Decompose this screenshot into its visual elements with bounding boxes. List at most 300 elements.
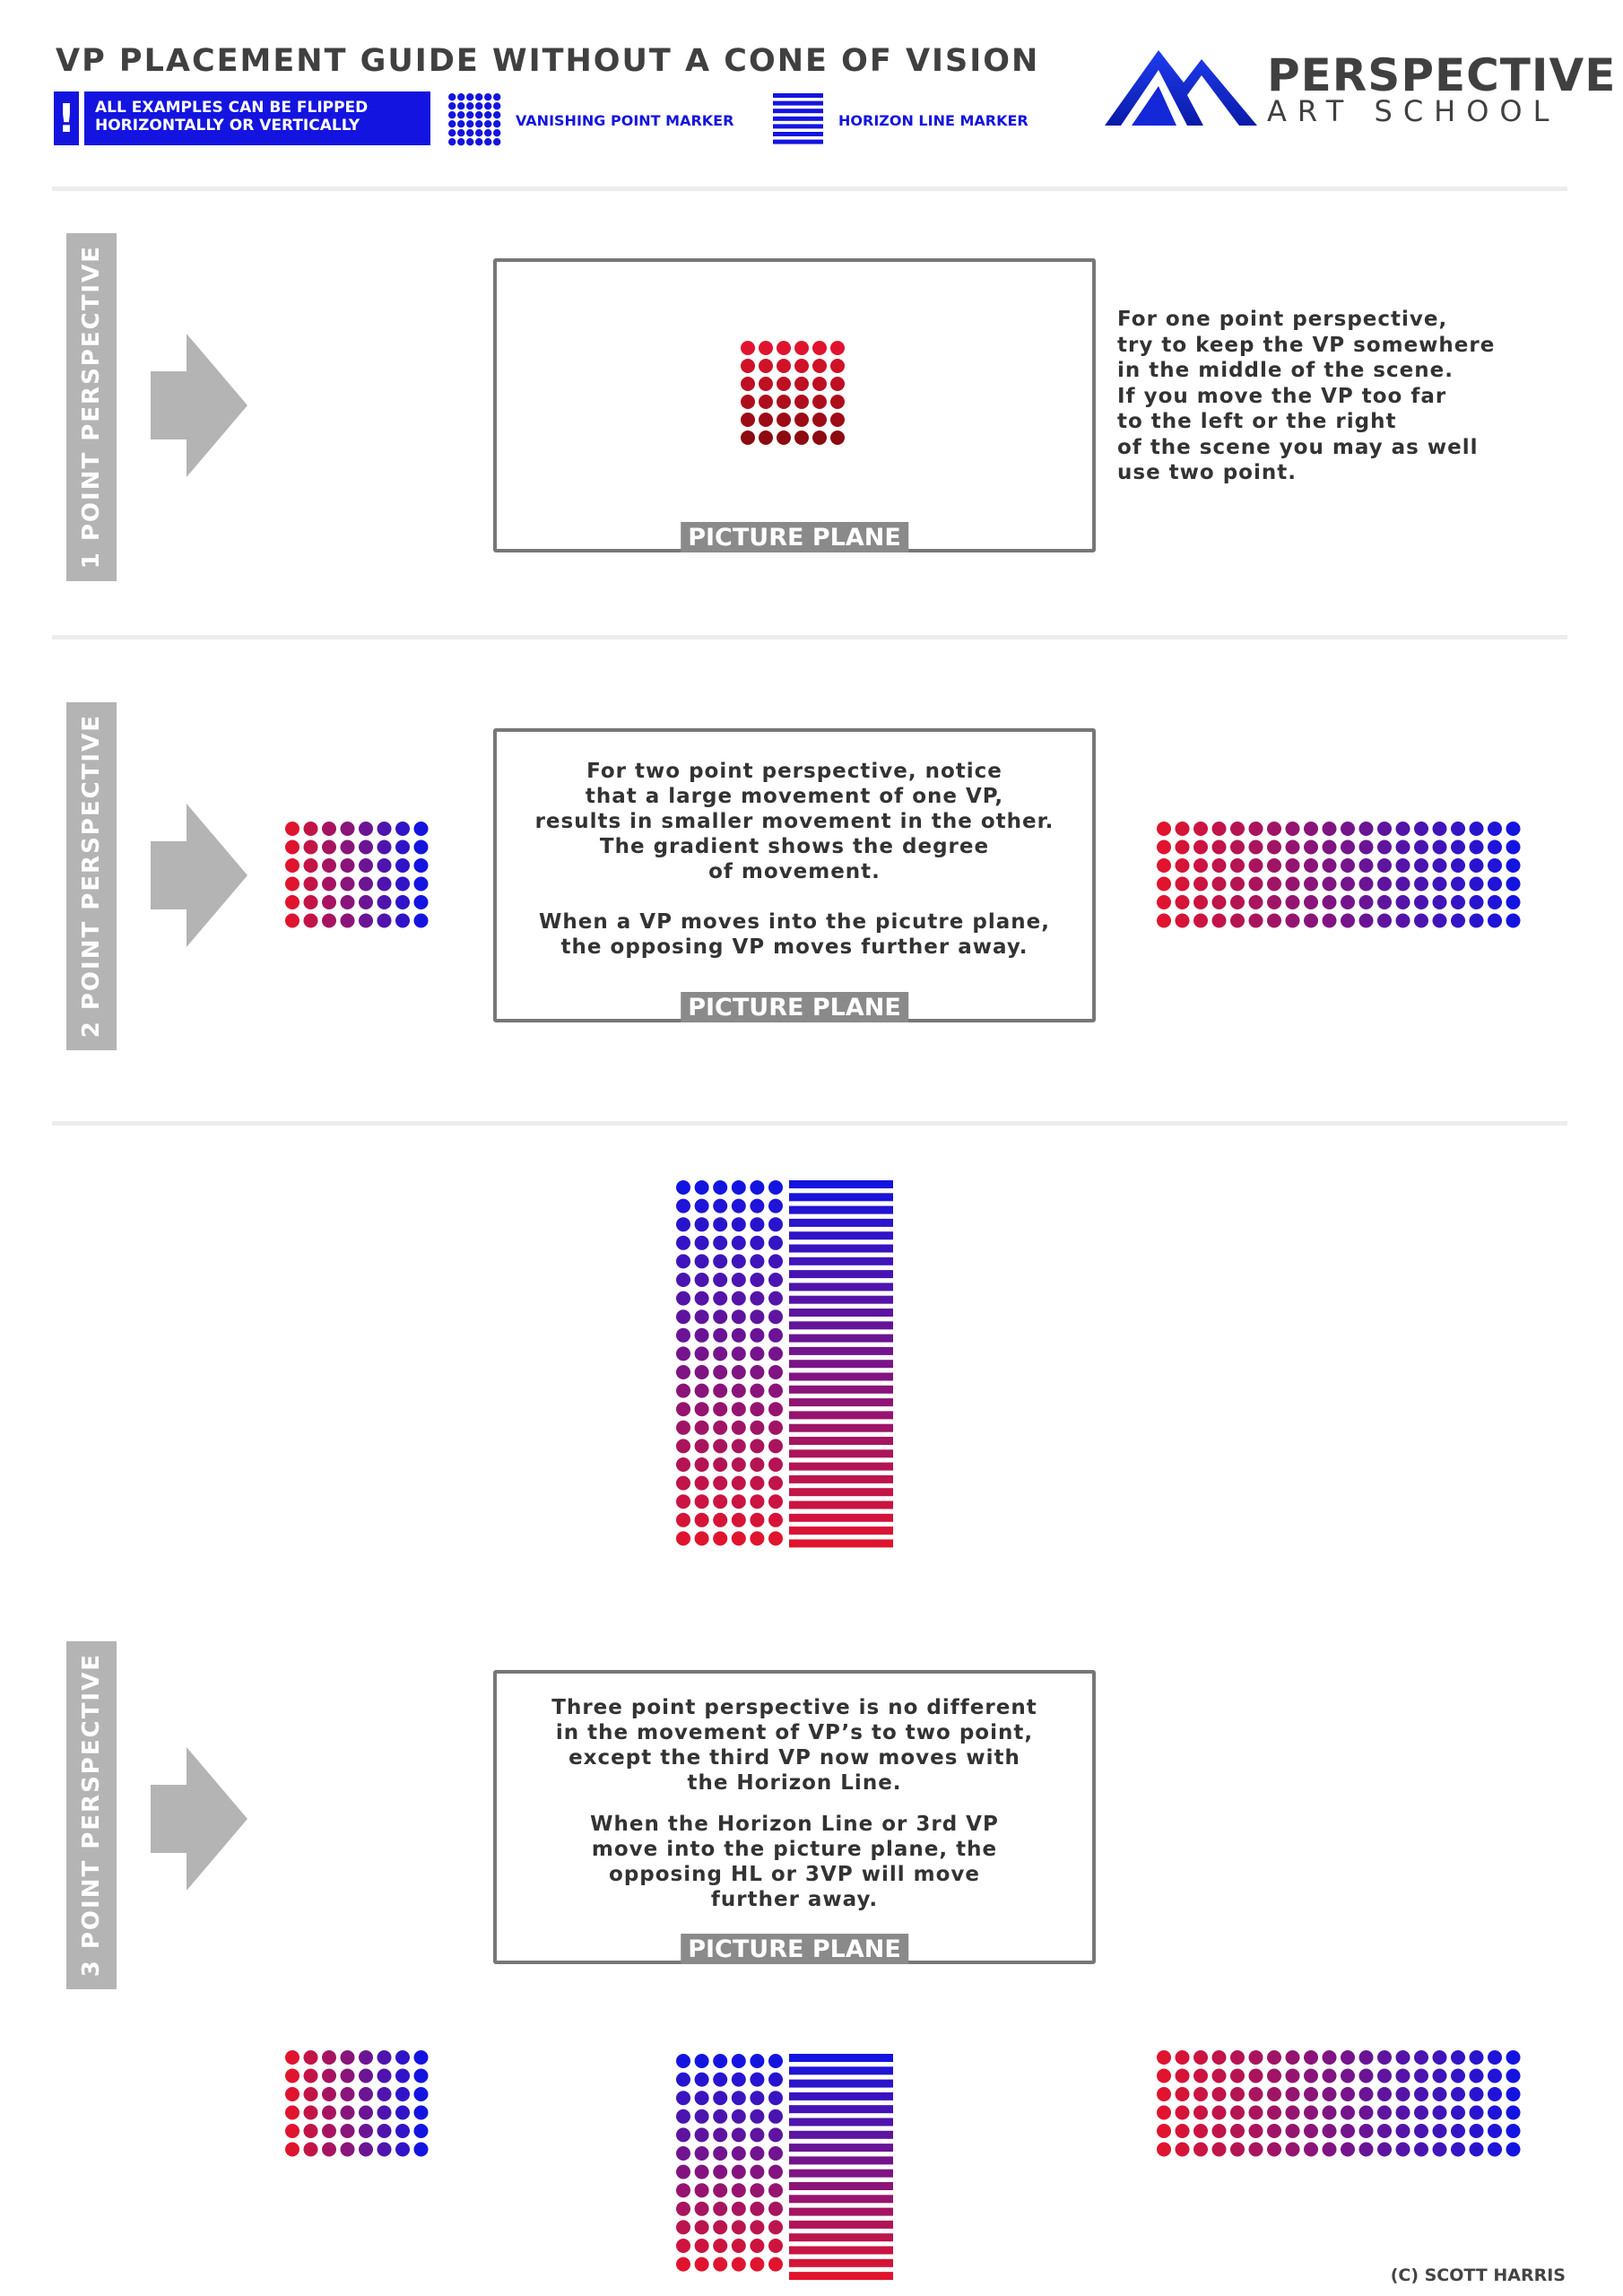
marker-dot — [695, 2220, 709, 2234]
marker-dot — [359, 822, 373, 836]
tab-three-point — [66, 1641, 117, 1989]
marker-dot — [1377, 2087, 1392, 2101]
marker-dot — [1433, 2106, 1447, 2120]
marker-bar — [773, 101, 823, 106]
marker-dot — [1341, 2087, 1355, 2101]
marker-dot — [676, 2239, 690, 2253]
marker-dot — [1470, 2143, 1484, 2157]
marker-dot — [378, 858, 392, 873]
marker-dot — [1470, 822, 1484, 836]
marker-bar — [789, 1257, 893, 1265]
marker-dot — [378, 2106, 392, 2120]
marker-dot — [732, 1273, 746, 1287]
marker-dot — [285, 858, 299, 873]
marker-dot — [732, 1531, 746, 1545]
text-line: to the left or the right — [1117, 410, 1397, 433]
marker-dot — [1176, 877, 1190, 891]
marker-dot — [1451, 858, 1465, 873]
marker-dot — [378, 2124, 392, 2138]
marker-dot — [1359, 2069, 1374, 2083]
marker-dot — [395, 2069, 410, 2083]
marker-dot — [1433, 822, 1447, 836]
marker-bar — [789, 2054, 893, 2062]
marker-dot — [448, 93, 456, 100]
marker-dot — [395, 822, 410, 836]
marker-dot — [1323, 840, 1337, 855]
text-line: the opposing VP moves further away. — [560, 935, 1028, 959]
marker-dot — [1193, 2087, 1208, 2101]
marker-bar — [789, 2156, 893, 2164]
marker-bar — [789, 1245, 893, 1253]
marker-dot — [341, 840, 355, 855]
marker-dot — [750, 2127, 764, 2142]
marker-dot — [732, 1365, 746, 1379]
marker-dot — [475, 93, 482, 100]
tab-two-point-label: 2 POINT PERSPECTIVE — [78, 714, 105, 1039]
marker-dot — [777, 377, 791, 391]
marker-dot — [322, 858, 336, 873]
marker-dot — [676, 1421, 690, 1435]
marker-dot — [768, 2165, 783, 2179]
marker-dot — [812, 377, 827, 391]
marker-bar — [789, 1347, 893, 1355]
marker-dot — [713, 1199, 727, 1213]
marker-dot — [359, 914, 373, 928]
marker-dot — [713, 1476, 727, 1491]
page-title: VP PLACEMENT GUIDE WITHOUT A CONE OF VISION — [56, 43, 1040, 79]
marker-dot — [1176, 2106, 1190, 2120]
marker-dot — [1193, 895, 1208, 909]
horizon-line-marker-bottom — [789, 2054, 893, 2283]
marker-dot — [750, 1328, 764, 1343]
marker-dot — [1341, 2106, 1355, 2120]
marker-dot — [395, 2143, 410, 2157]
marker-dot — [676, 1346, 690, 1361]
marker-dot — [750, 2146, 764, 2161]
marker-dot — [695, 1236, 709, 1250]
marker-dot — [1304, 822, 1318, 836]
marker-dot — [1212, 2106, 1227, 2120]
marker-dot — [1323, 2143, 1337, 2157]
marker-bar — [789, 2182, 893, 2190]
marker-dot — [448, 120, 456, 127]
marker-dot — [285, 2143, 299, 2157]
text-line: For two point perspective, notice — [586, 760, 1002, 783]
marker-bar — [789, 2118, 893, 2126]
marker-dot — [1157, 914, 1171, 928]
marker-dot — [732, 2146, 746, 2161]
marker-dot — [304, 822, 318, 836]
marker-dot — [1359, 840, 1374, 855]
marker-dot — [1414, 840, 1428, 855]
marker-dot — [713, 1236, 727, 1250]
text-line: The gradient shows the degree — [599, 835, 990, 858]
marker-dot — [414, 858, 429, 873]
marker-dot — [1377, 822, 1392, 836]
marker-bar — [789, 2195, 893, 2203]
marker-dot — [1323, 2106, 1337, 2120]
marker-dot — [1157, 858, 1171, 873]
marker-dot — [1433, 914, 1447, 928]
marker-bar — [773, 140, 823, 144]
marker-dot — [1267, 2124, 1281, 2138]
marker-dot — [1193, 822, 1208, 836]
marker-dot — [341, 2106, 355, 2120]
marker-dot — [1157, 2069, 1171, 2083]
marker-dot — [1157, 2143, 1171, 2157]
marker-dot — [812, 395, 827, 409]
marker-dot — [732, 1494, 746, 1509]
marker-dot — [322, 2069, 336, 2083]
marker-dot — [750, 1421, 764, 1435]
marker-dot — [794, 377, 809, 391]
marker-dot — [1286, 895, 1300, 909]
legend-horizon-label: HORIZON LINE MARKER — [838, 112, 1028, 129]
marker-dot — [1414, 822, 1428, 836]
marker-dot — [768, 1236, 783, 1250]
marker-dot — [304, 2087, 318, 2101]
marker-dot — [359, 2106, 373, 2120]
marker-dot — [1341, 2143, 1355, 2157]
marker-dot — [741, 430, 755, 445]
marker-dot — [1433, 895, 1447, 909]
marker-dot — [322, 822, 336, 836]
marker-dot — [1230, 895, 1245, 909]
marker-dot — [676, 2257, 690, 2272]
marker-dot — [378, 877, 392, 891]
marker-dot — [750, 1292, 764, 1306]
marker-dot — [414, 895, 429, 909]
marker-dot — [1470, 858, 1484, 873]
marker-dot — [768, 2183, 783, 2197]
marker-dot — [768, 1439, 783, 1453]
marker-dot — [732, 1476, 746, 1491]
marker-dot — [304, 2143, 318, 2157]
marker-dot — [732, 1513, 746, 1527]
text-line: Three point perspective is no different — [551, 1696, 1037, 1719]
marker-dot — [732, 1292, 746, 1306]
marker-dot — [414, 822, 429, 836]
marker-dot — [1341, 2050, 1355, 2065]
marker-dot — [1359, 822, 1374, 836]
marker-dot — [695, 1457, 709, 1472]
marker-dot — [1176, 2087, 1190, 2101]
text-gap — [497, 884, 1092, 909]
marker-dot — [1506, 822, 1521, 836]
marker-bar — [789, 2092, 893, 2100]
text-gap — [497, 1796, 1092, 1812]
marker-dot — [1341, 2124, 1355, 2138]
marker-dot — [1193, 2106, 1208, 2120]
marker-dot — [1267, 2050, 1281, 2065]
marker-bar — [789, 1321, 893, 1329]
marker-bar — [789, 1411, 893, 1419]
marker-dot — [1304, 914, 1318, 928]
divider — [52, 635, 1567, 639]
marker-bar — [789, 2066, 893, 2074]
marker-dot — [676, 1273, 690, 1287]
marker-bar — [789, 1488, 893, 1496]
marker-bar — [789, 1180, 893, 1188]
marker-dot — [1506, 2124, 1521, 2138]
marker-dot — [1212, 2050, 1227, 2065]
marker-dot — [1176, 2050, 1190, 2065]
marker-dot — [466, 93, 473, 100]
marker-bar — [789, 1283, 893, 1291]
marker-dot — [750, 1457, 764, 1472]
marker-dot — [750, 1236, 764, 1250]
marker-dot — [713, 2091, 727, 2105]
legend-vp-label: VANISHING POINT MARKER — [516, 112, 734, 129]
marker-dot — [493, 120, 500, 127]
marker-dot — [1230, 2050, 1245, 2065]
marker-dot — [341, 2069, 355, 2083]
marker-dot — [1230, 2087, 1245, 2101]
marker-dot — [750, 1273, 764, 1287]
marker-dot — [713, 1346, 727, 1361]
marker-dot — [322, 877, 336, 891]
marker-dot — [1267, 858, 1281, 873]
marker-dot — [812, 359, 827, 373]
marker-dot — [713, 2202, 727, 2216]
marker-dot — [285, 2124, 299, 2138]
marker-dot — [713, 1384, 727, 1398]
mountain-logo-icon — [1105, 43, 1257, 133]
marker-dot — [1323, 895, 1337, 909]
marker-dot — [1323, 877, 1337, 891]
marker-dot — [1304, 2124, 1318, 2138]
marker-dot — [676, 1180, 690, 1195]
marker-bar — [789, 1270, 893, 1278]
marker-dot — [1414, 2069, 1428, 2083]
marker-dot — [304, 895, 318, 909]
tab-three-point-label: 3 POINT PERSPECTIVE — [78, 1653, 105, 1978]
marker-dot — [322, 2106, 336, 2120]
marker-dot — [448, 102, 456, 109]
marker-dot — [676, 2165, 690, 2179]
marker-dot — [695, 2091, 709, 2105]
text-line: opposing HL or 3VP will move — [609, 1863, 980, 1886]
marker-dot — [750, 2091, 764, 2105]
marker-dot — [1433, 877, 1447, 891]
marker-dot — [359, 2124, 373, 2138]
marker-dot — [484, 138, 491, 145]
marker-dot — [322, 840, 336, 855]
marker-dot — [395, 858, 410, 873]
marker-dot — [1506, 840, 1521, 855]
marker-dot — [1506, 895, 1521, 909]
marker-dot — [395, 914, 410, 928]
marker-dot — [304, 2124, 318, 2138]
marker-dot — [414, 2124, 429, 2138]
marker-dot — [794, 341, 809, 355]
marker-dot — [1396, 914, 1410, 928]
marker-dot — [475, 138, 482, 145]
marker-dot — [1157, 895, 1171, 909]
marker-dot — [1249, 2106, 1263, 2120]
marker-dot — [1488, 822, 1502, 836]
picture-plane-label: PICTURE PLANE — [681, 992, 908, 1022]
marker-dot — [493, 138, 500, 145]
marker-dot — [713, 1513, 727, 1527]
marker-dot — [768, 1292, 783, 1306]
text-line: results in smaller movement in the other. — [534, 810, 1055, 833]
marker-dot — [1176, 2143, 1190, 2157]
marker-dot — [414, 877, 429, 891]
marker-dot — [1249, 840, 1263, 855]
marker-dot — [695, 1273, 709, 1287]
marker-dot — [695, 2202, 709, 2216]
marker-dot — [732, 1328, 746, 1343]
exclamation-icon: ! — [54, 91, 79, 145]
marker-dot — [341, 2087, 355, 2101]
marker-bar — [789, 1335, 893, 1343]
marker-dot — [1212, 822, 1227, 836]
marker-dot — [759, 341, 773, 355]
marker-dot — [1193, 2143, 1208, 2157]
marker-dot — [695, 2257, 709, 2272]
marker-dot — [1323, 822, 1337, 836]
marker-dot — [484, 120, 491, 127]
marker-dot — [1488, 858, 1502, 873]
marker-dot — [750, 1513, 764, 1527]
marker-bar — [789, 1526, 893, 1535]
marker-dot — [1286, 2124, 1300, 2138]
marker-dot — [448, 129, 456, 136]
marker-dot — [1176, 822, 1190, 836]
marker-dot — [341, 2124, 355, 2138]
marker-dot — [1396, 2124, 1410, 2138]
marker-dot — [750, 1384, 764, 1398]
marker-dot — [1157, 2087, 1171, 2101]
marker-dot — [1359, 914, 1374, 928]
marker-dot — [741, 377, 755, 391]
marker-dot — [768, 1476, 783, 1491]
marker-dot — [750, 1180, 764, 1195]
marker-dot — [378, 914, 392, 928]
marker-dot — [1359, 858, 1374, 873]
marker-dot — [457, 120, 464, 127]
marker-dot — [713, 1402, 727, 1416]
tab-one-point — [66, 233, 117, 581]
marker-dot — [484, 102, 491, 109]
marker-dot — [732, 1384, 746, 1398]
marker-bar — [773, 109, 823, 113]
vanishing-point-marker-left — [285, 822, 439, 931]
marker-dot — [466, 111, 473, 118]
marker-dot — [1212, 895, 1227, 909]
marker-dot — [676, 1457, 690, 1472]
marker-dot — [750, 1199, 764, 1213]
marker-dot — [1470, 877, 1484, 891]
marker-bar — [789, 1424, 893, 1432]
marker-dot — [1176, 858, 1190, 873]
text-line: When the Horizon Line or 3rd VP — [590, 1813, 999, 1836]
marker-dot — [768, 1402, 783, 1416]
marker-dot — [493, 129, 500, 136]
marker-dot — [695, 2054, 709, 2068]
marker-dot — [395, 2124, 410, 2138]
marker-dot — [741, 341, 755, 355]
marker-dot — [1267, 840, 1281, 855]
marker-dot — [750, 1254, 764, 1268]
marker-dot — [1359, 2124, 1374, 2138]
marker-dot — [768, 2146, 783, 2161]
marker-dot — [750, 1365, 764, 1379]
marker-dot — [1341, 877, 1355, 891]
marker-dot — [1212, 877, 1227, 891]
marker-dot — [285, 822, 299, 836]
marker-dot — [359, 840, 373, 855]
marker-dot — [1506, 2050, 1521, 2065]
text-line: use two point. — [1117, 461, 1297, 484]
marker-dot — [713, 1292, 727, 1306]
marker-dot — [475, 111, 482, 118]
marker-dot — [713, 1309, 727, 1324]
marker-dot — [1249, 822, 1263, 836]
marker-dot — [676, 1384, 690, 1398]
marker-dot — [1323, 858, 1337, 873]
divider — [52, 187, 1567, 191]
marker-bar — [773, 124, 823, 128]
marker-dot — [1286, 914, 1300, 928]
marker-dot — [1230, 2069, 1245, 2083]
marker-dot — [1157, 2106, 1171, 2120]
marker-dot — [732, 2165, 746, 2179]
marker-dot — [1267, 822, 1281, 836]
marker-dot — [695, 1328, 709, 1343]
marker-dot — [768, 1346, 783, 1361]
marker-dot — [732, 2220, 746, 2234]
marker-dot — [1286, 877, 1300, 891]
marker-bar — [789, 1437, 893, 1445]
marker-dot — [1433, 2069, 1447, 2083]
marker-dot — [732, 1402, 746, 1416]
marker-bar — [789, 2131, 893, 2139]
marker-dot — [448, 138, 456, 145]
marker-dot — [1396, 2050, 1410, 2065]
marker-dot — [695, 1402, 709, 1416]
marker-dot — [322, 914, 336, 928]
marker-bar — [789, 1449, 893, 1457]
marker-dot — [1451, 822, 1465, 836]
horizon-line-marker-vertical — [789, 1180, 893, 1557]
marker-dot — [1286, 858, 1300, 873]
marker-dot — [676, 2202, 690, 2216]
marker-dot — [768, 2220, 783, 2234]
marker-dot — [1230, 2106, 1245, 2120]
marker-dot — [304, 2069, 318, 2083]
marker-dot — [1304, 840, 1318, 855]
marker-bar — [789, 2208, 893, 2216]
marker-dot — [1433, 2050, 1447, 2065]
marker-dot — [1396, 822, 1410, 836]
marker-dot — [1359, 2050, 1374, 2065]
marker-dot — [1414, 858, 1428, 873]
marker-dot — [484, 111, 491, 118]
marker-dot — [484, 93, 491, 100]
marker-dot — [750, 1309, 764, 1324]
marker-dot — [732, 2073, 746, 2087]
marker-dot — [713, 1457, 727, 1472]
marker-dot — [741, 413, 755, 427]
marker-dot — [768, 1384, 783, 1398]
marker-dot — [732, 1217, 746, 1231]
marker-dot — [695, 1254, 709, 1268]
marker-dot — [1249, 2124, 1263, 2138]
marker-dot — [1506, 877, 1521, 891]
marker-bar — [773, 132, 823, 136]
